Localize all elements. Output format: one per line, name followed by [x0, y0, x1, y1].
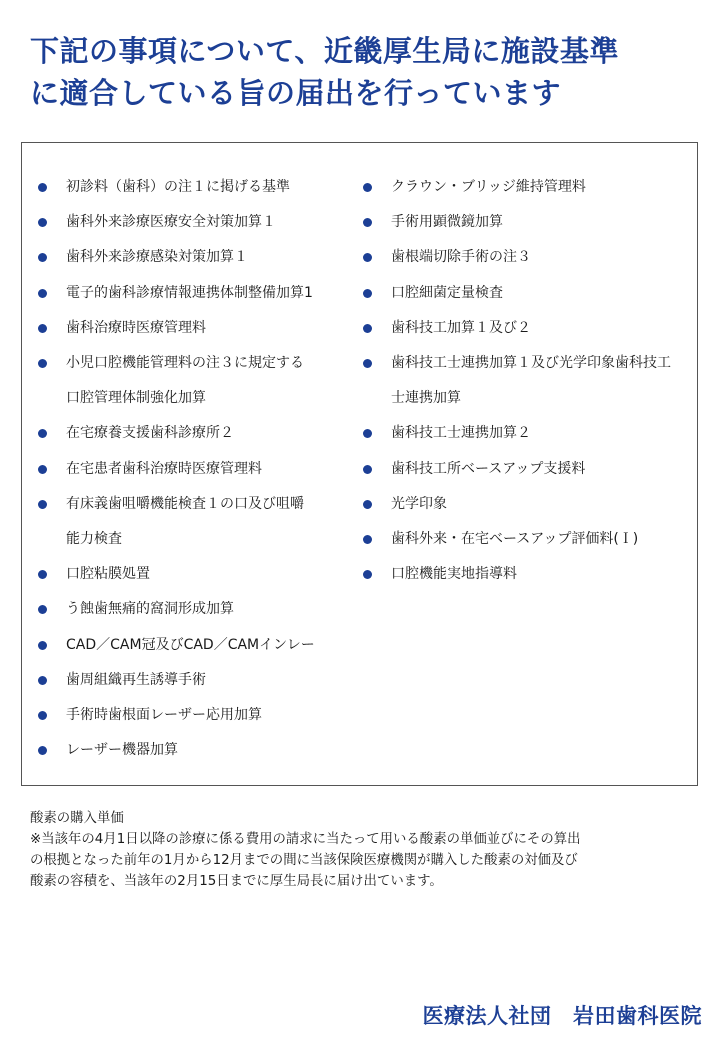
standard-item: [38, 205, 358, 240]
standard-item: [363, 346, 693, 381]
clinic-name: 医療法人社団 岩田歯科医院: [422, 1004, 702, 1028]
bullet-dot-icon: [363, 253, 372, 262]
bullet-dot-icon: [363, 289, 372, 298]
standard-item: [38, 663, 358, 698]
bullet-dot-icon: [363, 570, 372, 579]
standard-item: [363, 276, 693, 311]
standard-item-label: 歯周組織再生誘導手術: [66, 671, 206, 688]
bullet-dot-icon: [38, 746, 47, 755]
standard-item: [363, 522, 693, 557]
standard-item-label: CAD／CAM冠及びCAD／CAMインレー: [66, 636, 315, 653]
standard-item-label: 在宅患者歯科治療時医療管理料: [66, 460, 262, 477]
standard-item-label: 歯科外来・在宅ベースアップ評価料(Ｉ): [391, 531, 639, 548]
note-line: 酸素の容積を、当該年の2月15日までに厚生局長に届け出ています。: [30, 874, 443, 889]
standard-item: [38, 416, 358, 451]
standard-item-label: 歯科治療時医療管理料: [66, 319, 206, 336]
standard-item-label: 歯科技工所ベースアップ支援料: [391, 460, 586, 477]
standard-item-label: 歯科技工加算１及び２: [391, 319, 531, 336]
note-line: ※当該年の4月1日以降の診療に係る費用の請求に当たって用いる酸素の単価並びにその算出: [30, 832, 581, 847]
standard-item: [363, 452, 693, 487]
bullet-dot-icon: [38, 253, 47, 262]
bullet-dot-icon: [38, 711, 47, 720]
standard-item-label: 口腔細菌定量検査: [391, 284, 503, 301]
bullet-dot-icon: [38, 218, 47, 227]
left-standards-column: [38, 170, 358, 768]
bullet-dot-icon: [363, 324, 372, 333]
standard-item-label: 手術用顕微鏡加算: [391, 214, 503, 231]
oxygen-price-note: [30, 808, 710, 892]
bullet-dot-icon: [363, 535, 372, 544]
standard-item-label: 手術時歯根面レーザー応用加算: [66, 707, 262, 724]
bullet-dot-icon: [38, 500, 47, 509]
page-title-line-2: に適合している旨の届出を行っています: [30, 76, 562, 110]
standard-item: [363, 311, 693, 346]
standard-item: [38, 170, 358, 205]
bullet-dot-icon: [38, 570, 47, 579]
standard-item-label: 光学印象: [391, 495, 447, 512]
bullet-dot-icon: [363, 500, 372, 509]
standard-item-label: 歯科技工士連携加算１及び光学印象歯科技工: [391, 355, 671, 372]
bullet-dot-icon: [363, 429, 372, 438]
standards-list-box: [21, 142, 698, 786]
bullet-dot-icon: [363, 465, 372, 474]
standard-item-label: 小児口腔機能管理料の注３に規定する: [66, 355, 304, 372]
bullet-dot-icon: [38, 605, 47, 614]
standard-item: [38, 276, 358, 311]
standard-item: [363, 557, 693, 592]
standard-item: [38, 698, 358, 733]
right-standards-column: [363, 170, 693, 592]
bullet-dot-icon: [38, 324, 47, 333]
bullet-dot-icon: [363, 183, 372, 192]
standard-item: [38, 592, 358, 627]
standard-item: [38, 487, 358, 522]
standard-item: [363, 170, 693, 205]
note-heading: 酸素の購入単価: [30, 811, 124, 826]
bullet-dot-icon: [38, 359, 47, 368]
bullet-dot-icon: [363, 218, 372, 227]
standard-item: [38, 557, 358, 592]
page-title: [30, 30, 700, 114]
standard-item-label: 歯科外来診療感染対策加算１: [66, 249, 248, 266]
standard-item-continuation: [38, 522, 358, 557]
standard-item-label: 歯根端切除手術の注３: [391, 249, 531, 266]
bullet-dot-icon: [38, 183, 47, 192]
standard-item-label: 在宅療養支援歯科診療所２: [66, 425, 234, 442]
standard-item-label: 口腔管理体制強化加算: [66, 390, 206, 407]
note-line: の根拠となった前年の1月から12月までの間に当該保険医療機関が購入した酸素の対価及び: [30, 853, 578, 868]
standard-item: [363, 416, 693, 451]
standard-item-label: 士連携加算: [391, 390, 461, 407]
standard-item-label: 初診料（歯科）の注１に掲げる基準: [66, 179, 290, 195]
standard-item-label: 歯科技工士連携加算２: [391, 425, 531, 442]
page-title-line-1: 下記の事項について、近畿厚生局に施設基準: [30, 34, 619, 68]
standard-item: [38, 733, 358, 768]
standard-item-label: 口腔粘膜処置: [66, 566, 150, 583]
standard-item-continuation: [38, 381, 358, 416]
bullet-dot-icon: [38, 676, 47, 685]
standard-item: [38, 311, 358, 346]
standard-item-label: う蝕歯無痛的窩洞形成加算: [66, 601, 234, 618]
standard-item: [363, 240, 693, 275]
bullet-dot-icon: [38, 465, 47, 474]
standard-item: [38, 628, 358, 663]
standard-item: [38, 452, 358, 487]
standard-item-continuation: [363, 381, 693, 416]
bullet-dot-icon: [363, 359, 372, 368]
standard-item-label: 有床義歯咀嚼機能検査１の口及び咀嚼: [66, 495, 304, 512]
standard-item-label: レーザー機器加算: [66, 742, 178, 759]
standard-item-label: 歯科外来診療医療安全対策加算１: [66, 214, 276, 231]
bullet-dot-icon: [38, 429, 47, 438]
standard-item: [38, 346, 358, 381]
standard-item-label: 能力検査: [66, 531, 122, 548]
bullet-dot-icon: [38, 289, 47, 298]
standard-item-label: クラウン・ブリッジ維持管理料: [391, 179, 586, 195]
standard-item: [363, 205, 693, 240]
standard-item: [38, 240, 358, 275]
standard-item-label: 電子的歯科診療情報連携体制整備加算1: [66, 284, 313, 301]
bullet-dot-icon: [38, 641, 47, 650]
standard-item: [363, 487, 693, 522]
standard-item-label: 口腔機能実地指導料: [391, 566, 517, 583]
